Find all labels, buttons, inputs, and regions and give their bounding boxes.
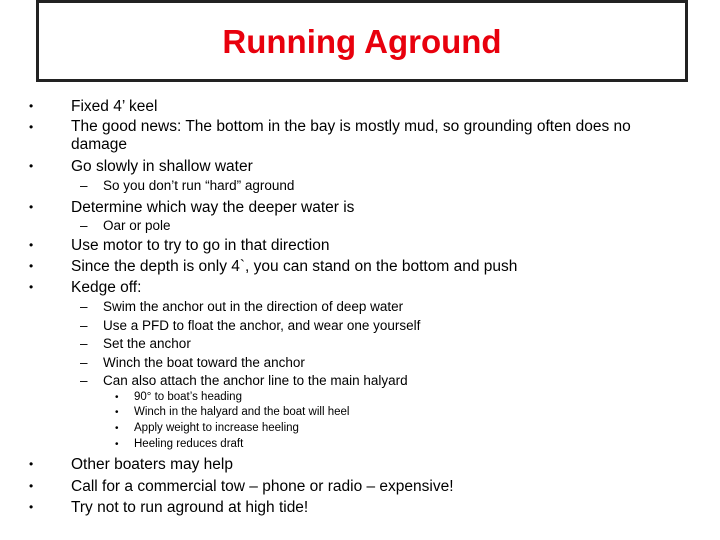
dash-marker: – [80, 336, 88, 351]
bullet-marker: • [29, 259, 34, 273]
list-item-text: Other boaters may help [71, 456, 233, 473]
list-item-text: Heeling reduces draft [134, 438, 244, 450]
list-item-text: Determine which way the deeper water is [71, 199, 355, 216]
bullet-marker: • [29, 200, 34, 214]
bullet-marker: • [115, 439, 119, 450]
list-item-text: Oar or pole [103, 218, 171, 233]
title-box [36, 0, 688, 82]
bullet-marker: • [115, 407, 119, 418]
bullet-marker: • [29, 280, 34, 294]
list-item-text: Swim the anchor out in the direction of deep water [103, 299, 404, 314]
dash-marker: – [80, 299, 88, 314]
dash-marker: – [80, 373, 88, 388]
list-item-text: 90° to boat’s heading [134, 391, 242, 403]
bullet-marker: • [115, 392, 119, 403]
slide-title: Running Aground [222, 23, 502, 60]
dash-marker: – [80, 355, 88, 370]
list-item-text: So you don’t run “hard” aground [103, 178, 295, 193]
bullet-marker: • [29, 457, 34, 471]
bullet-marker: • [29, 479, 34, 493]
bullet-marker: • [29, 120, 34, 134]
list-item-text: Call for a commercial tow – phone or radio – expensive! [71, 478, 454, 495]
list-item-text: Since the depth is only 4`, you can stand on the bottom and push [71, 258, 518, 275]
list-item-text: Try not to run aground at high tide! [71, 499, 309, 516]
bullet-marker: • [29, 500, 34, 514]
dash-marker: – [80, 178, 88, 193]
list-item-text: Use a PFD to float the anchor, and wear one yourself [103, 318, 421, 333]
bullet-marker: • [29, 159, 34, 173]
list-item-text: Go slowly in shallow water [71, 158, 253, 175]
list-item-text: The good news: The bottom in the bay is mostly mud, so grounding often does no damage [71, 118, 631, 153]
list-item-text: Can also attach the anchor line to the main halyard [103, 373, 408, 388]
list-item-text: Winch in the halyard and the boat will heel [134, 406, 350, 418]
list-item-text: Set the anchor [103, 336, 191, 351]
bullet-marker: • [29, 99, 34, 113]
list-item-text: Fixed 4’ keel [71, 98, 158, 115]
dash-marker: – [80, 218, 88, 233]
list-item-text: Use motor to try to go in that direction [71, 237, 330, 254]
list-item-text: Apply weight to increase heeling [134, 422, 299, 434]
bullet-marker: • [115, 423, 119, 434]
bullet-marker: • [29, 238, 34, 252]
dash-marker: – [80, 318, 88, 333]
list-item-text: Winch the boat toward the anchor [103, 355, 305, 370]
list-item-text: Kedge off: [71, 279, 142, 296]
